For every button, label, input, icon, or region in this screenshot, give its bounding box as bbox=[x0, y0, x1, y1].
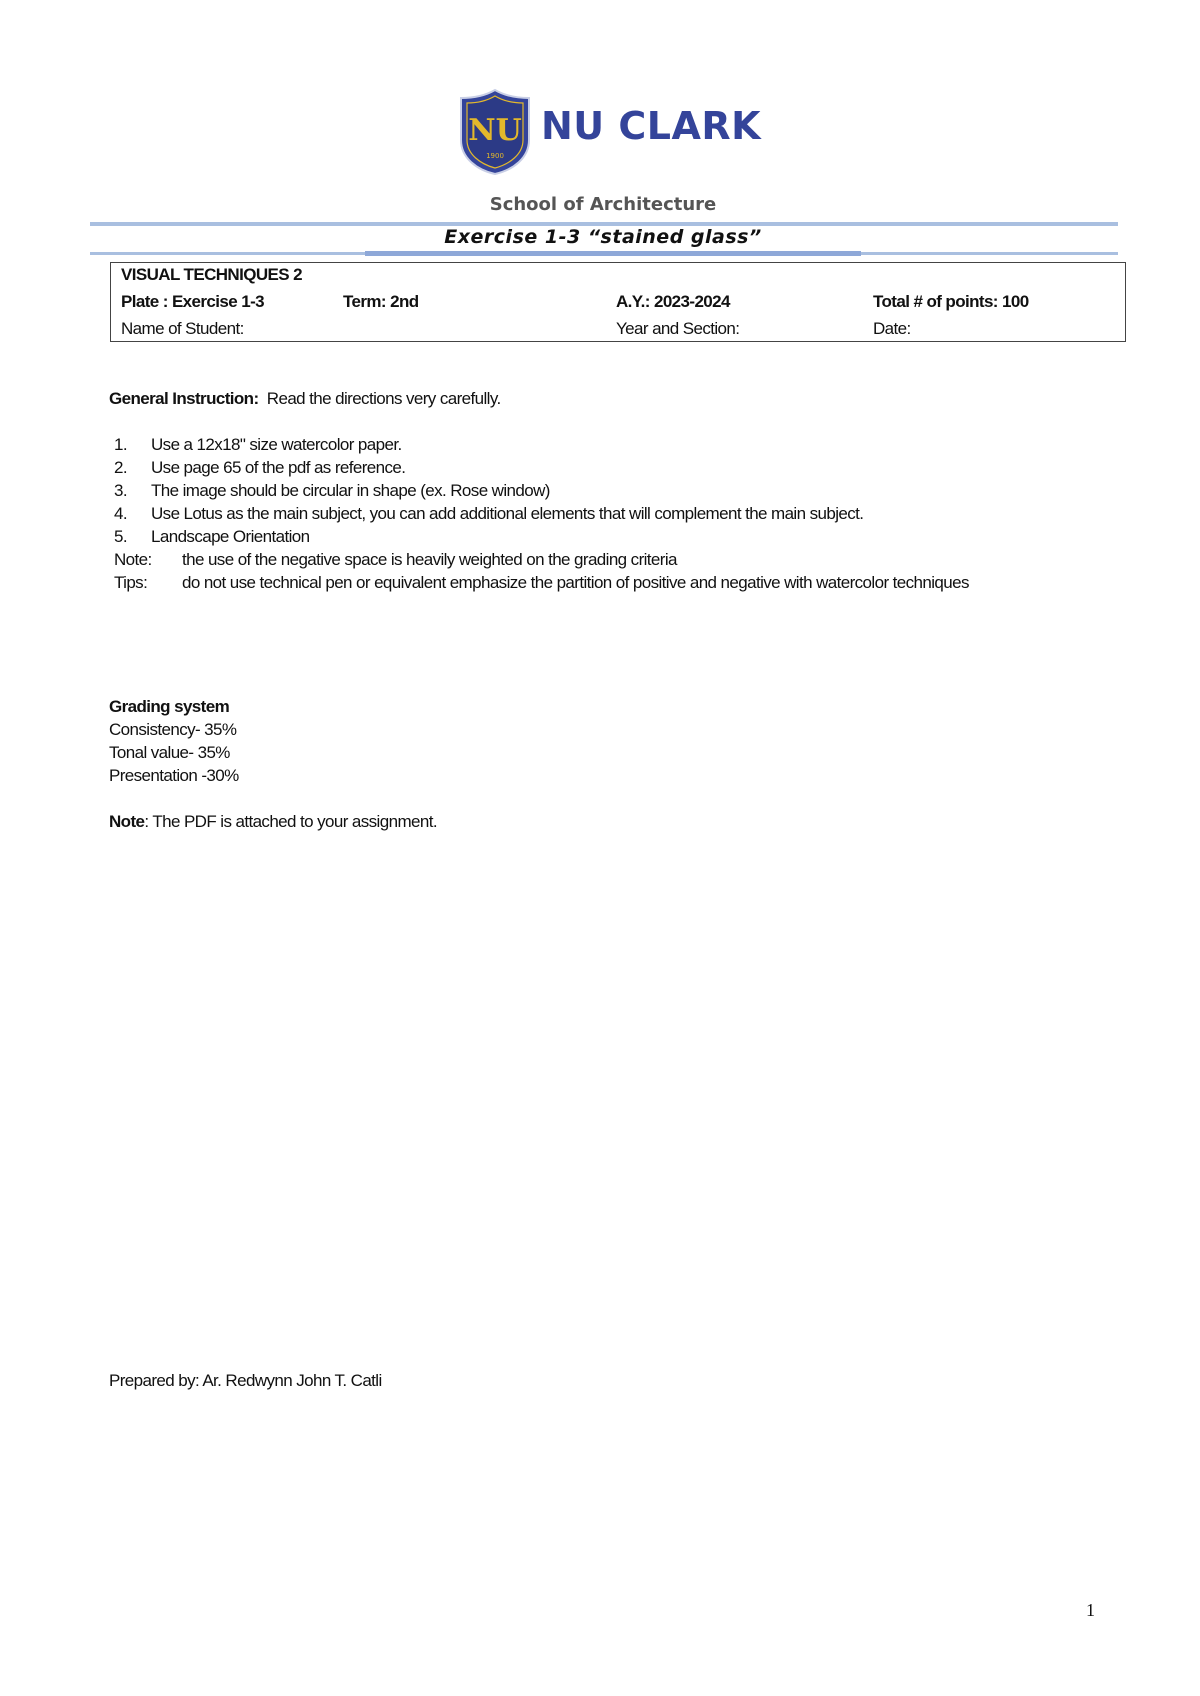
tips-text: do not use technical pen or equivalent emphasize the partition of positive and negative with watercolor techniques bbox=[182, 573, 969, 592]
nu-clark-logo bbox=[455, 88, 762, 176]
course-info-box bbox=[110, 262, 1126, 342]
logo-wordmark: NU CLARK bbox=[541, 104, 762, 148]
year-section-label: Year and Section: bbox=[616, 319, 740, 338]
term-label: Term: 2nd bbox=[343, 292, 419, 311]
list-item-number: 4. bbox=[114, 504, 127, 523]
grading-title: Grading system bbox=[109, 697, 230, 716]
tips-label: Tips: bbox=[114, 573, 148, 592]
total-points-label: Total # of points: 100 bbox=[873, 292, 1029, 311]
general-instruction-text: Read the directions very carefully. bbox=[266, 389, 501, 408]
footer-note-label: Note bbox=[109, 812, 145, 831]
list-item-number: 2. bbox=[114, 458, 127, 477]
date-label: Date: bbox=[873, 319, 911, 338]
list-item-number: 1. bbox=[114, 435, 127, 454]
academic-year-label: A.Y.: 2023-2024 bbox=[616, 292, 730, 311]
plate-label: Plate : Exercise 1-3 bbox=[121, 292, 264, 311]
list-item-number: 3. bbox=[114, 481, 127, 500]
svg-text:1900: 1900 bbox=[486, 152, 504, 160]
footer-note-text: : The PDF is attached to your assignment. bbox=[144, 812, 437, 831]
general-instruction bbox=[109, 389, 501, 409]
note-text: the use of the negative space is heavily weighted on the grading criteria bbox=[182, 550, 677, 569]
footer-note bbox=[109, 812, 437, 832]
page-number: 1 bbox=[1086, 1600, 1095, 1620]
header-rule-accent bbox=[365, 251, 861, 256]
grading-item: Consistency- 35% bbox=[109, 720, 237, 739]
exercise-title: Exercise 1-3 “stained glass” bbox=[444, 226, 762, 248]
grading-item: Tonal value- 35% bbox=[109, 743, 230, 762]
note-label: Note: bbox=[114, 550, 152, 569]
list-item: Use Lotus as the main subject, you can add additional elements that will complement the main subject. bbox=[151, 504, 864, 523]
list-item: Landscape Orientation bbox=[151, 527, 310, 546]
list-item: Use a 12x18" size watercolor paper. bbox=[151, 435, 402, 454]
list-item: The image should be circular in shape (ex. Rose window) bbox=[151, 481, 550, 500]
prepared-by: Prepared by: Ar. Redwynn John T. Catli bbox=[109, 1371, 382, 1390]
general-instruction-label: General Instruction: bbox=[109, 389, 259, 408]
school-name: School of Architecture bbox=[489, 194, 717, 215]
course-title: VISUAL TECHNIQUES 2 bbox=[121, 265, 302, 284]
list-item-number: 5. bbox=[114, 527, 127, 546]
svg-text:NU: NU bbox=[468, 113, 522, 148]
instruction-list bbox=[0, 435, 1200, 605]
nu-shield-icon bbox=[455, 88, 535, 176]
list-item: Use page 65 of the pdf as reference. bbox=[151, 458, 406, 477]
student-name-label: Name of Student: bbox=[121, 319, 244, 338]
grading-item: Presentation -30% bbox=[109, 766, 239, 785]
